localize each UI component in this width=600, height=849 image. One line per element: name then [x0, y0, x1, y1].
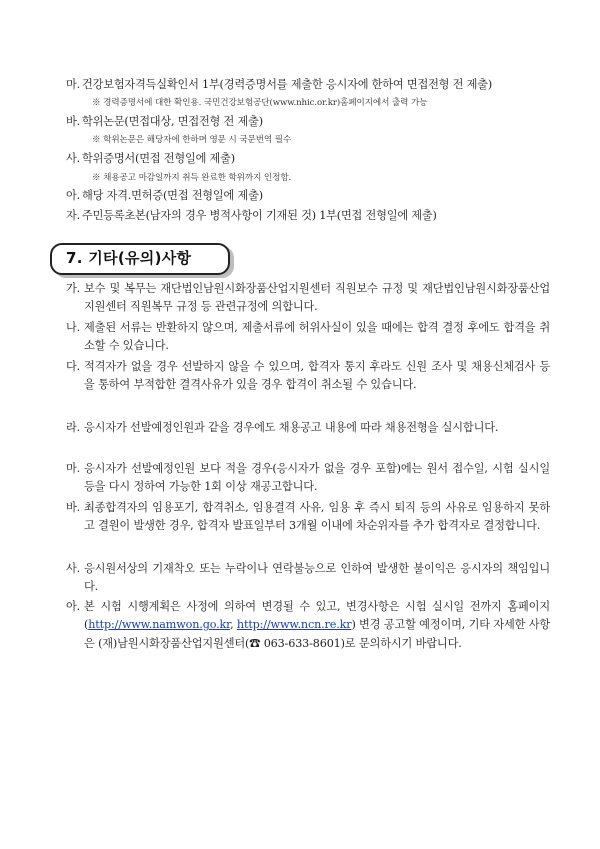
list-marker: 아.: [66, 189, 80, 202]
list-marker: 바.: [66, 501, 81, 514]
list-item-a-license: [66, 189, 550, 203]
notice-text-with-links: [84, 598, 550, 653]
notice-text-part: 본 시험 시행계획은 사정에 의하여 변경될 수 있고, 변경사항은 시험 실시일 전까지 홈페이지(: [84, 600, 550, 632]
list-item-ma-health-insurance: [66, 78, 550, 92]
notice-item-ma: [66, 460, 550, 497]
list-item-ja-resident-register: [66, 209, 550, 223]
list-marker: 나.: [66, 321, 81, 334]
notice-text: 응시원서상의 기재착오 또는 누락이나 연락불능으로 인하여 발생한 불이익은 응시자의 책임입니다.: [84, 562, 550, 594]
list-text: 학위증명서(면접 전형일에 제출): [82, 152, 235, 165]
notice-text: 응시자가 선발예정인원과 같을 경우에도 채용공고 내용에 따라 채용전형을 실시합니다.: [84, 421, 499, 434]
list-text: 해당 자격.면허증(면접 전형일에 제출): [82, 189, 263, 202]
section-heading: [50, 243, 230, 275]
note-thesis: ※ 학위논문은 해당자에 한하며 영문 시 국문번역 필수: [92, 135, 292, 145]
notice-text: 적격자가 없을 경우 선발하지 않을 수 있으며, 합격자 통지 후라도 신원 조사 및 채용신체검사 등을 통하여 부적합한 결격사유가 있을 경우 합격이 취소될 수 있습니다.: [84, 360, 550, 392]
list-marker: 가.: [66, 282, 81, 295]
namwon-homepage-link[interactable]: http://www.namwon.go.kr: [88, 618, 231, 632]
notice-item-sa: [66, 560, 550, 597]
list-marker: 다.: [66, 360, 81, 373]
notice-item-ba: [66, 499, 550, 536]
ncn-homepage-link[interactable]: http://www.ncn.re.kr: [236, 618, 352, 632]
section-title: 7. 기타(유의)사항: [66, 249, 192, 267]
notice-item-a: [66, 598, 550, 653]
notice-item-na: [66, 319, 550, 356]
list-item-sa-degree: [66, 152, 550, 166]
notice-item-da: [66, 358, 550, 395]
list-text: 학위논문(면접대상, 면접전형 전 제출): [82, 115, 263, 128]
notice-text-part: ,: [230, 618, 237, 632]
list-marker: 라.: [66, 421, 81, 434]
list-marker: 마.: [66, 78, 80, 91]
list-marker: 아.: [66, 600, 81, 613]
list-marker: 사.: [66, 152, 80, 165]
notice-text-part: ) 변경 공고할 예정이며, 기타 자세한 사항은 (재)남원시화장품산업지원센터(☎ 063-633-8601)로 문의하시기 바랍니다.: [84, 618, 551, 650]
list-text: 주민등록초본(남자의 경우 병적사항이 기재된 것) 1부(면접 전형일에 제출): [82, 209, 437, 222]
notice-text: 제출된 서류는 반환하지 않으며, 제출서류에 허위사실이 있을 때에는 합격 결정 후에도 합격을 취소할 수 있습니다.: [84, 321, 550, 353]
list-text: 건강보험자격득실확인서 1부(경력증명서를 제출한 응시자에 한하여 면접전형 전 제출): [82, 78, 492, 91]
note-health-insurance: ※ 경력증명서에 대한 확인용. 국민건강보험공단(www.nhic.or.kr)홈페이지에서 출력 가능: [92, 98, 428, 108]
notice-text: 응시자가 선발예정인원 보다 적을 경우(응시자가 없을 경우 포함)에는 원서 접수일, 시험 실시일 등을 다시 정하여 가능한 1회 이상 재공고합니다.: [84, 462, 550, 494]
notice-text: 보수 및 복무는 재단법인남원시화장품산업지원센터 직원보수 규정 및 재단법인남원시화장품산업지원센터 직원복무 규정 등 관련규정에 의합니다.: [84, 282, 550, 314]
notice-item-ga: [66, 280, 550, 317]
notice-text: 최종합격자의 임용포기, 합격취소, 임용결격 사유, 임용 후 즉시 퇴직 등의 사유로 임용하지 못하고 결원이 발생한 경우, 합격자 발표일부터 3개월 이내에 차순위자를 추가 합격자로 결정합니다.: [84, 501, 550, 533]
list-marker: 자.: [66, 209, 80, 222]
note-degree: ※ 채용공고 마감일까지 취득 완료한 학위까지 인정함.: [92, 173, 292, 183]
list-marker: 마.: [66, 462, 81, 475]
notice-item-ra: [66, 419, 550, 437]
list-item-ba-thesis: [66, 115, 550, 129]
list-marker: 바.: [66, 115, 80, 128]
list-marker: 사.: [66, 562, 81, 575]
